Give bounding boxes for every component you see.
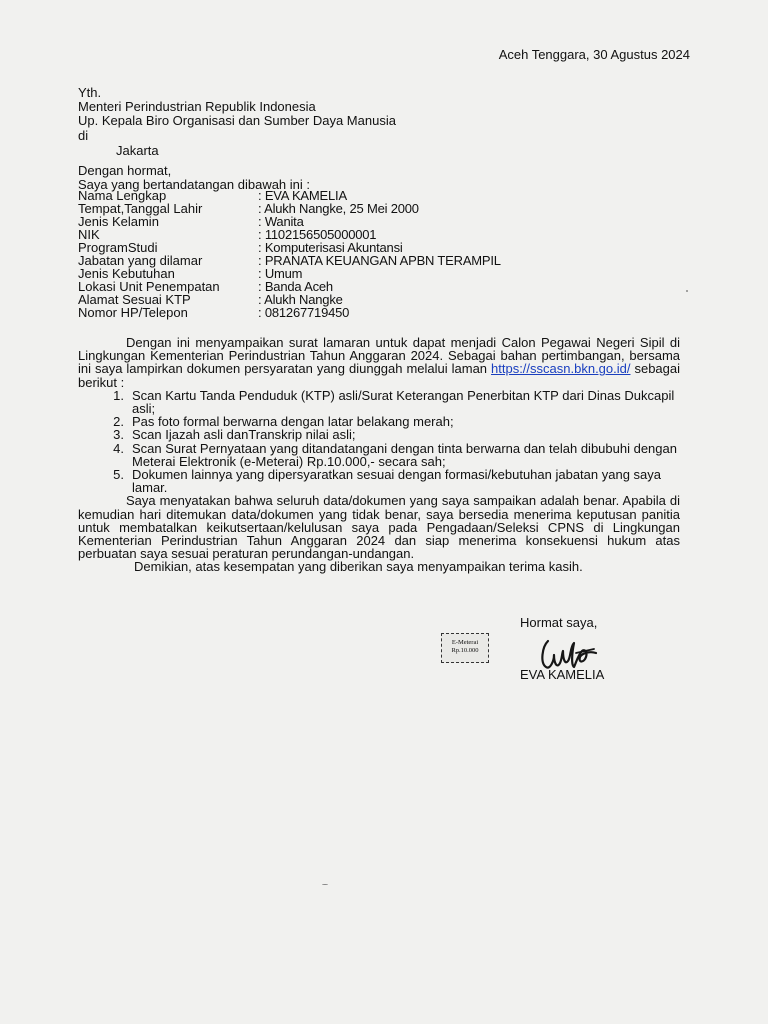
e-meterai-label: E-Meterai	[451, 639, 479, 646]
field-label: Jenis Kebutuhan	[78, 266, 175, 281]
scan-speck	[322, 884, 328, 885]
field-value: : 081267719450	[258, 305, 350, 320]
field-value: : PRANATA KEUANGAN APBN TERAMPIL	[258, 253, 501, 268]
addressee-block	[78, 86, 396, 158]
list-text: Dokumen lainnya yang dipersyaratkan sesuai dengan formasi/kebutuhan jabatan yang saya lamar.	[132, 467, 662, 496]
greeting: Dengan hormat,	[78, 163, 172, 178]
scan-speck	[686, 290, 688, 292]
applicant-fields	[78, 189, 501, 319]
field-label: Tempat,Tanggal Lahir	[78, 201, 203, 216]
list-item	[78, 428, 680, 441]
field-value: : Alukh Nangke	[258, 292, 343, 307]
field-label: Alamat Sesuai KTP	[78, 292, 191, 307]
paragraph-application-text: Dengan ini menyampaikan surat lamaran untuk dapat menjadi Calon Pegawai Negeri Sipil di Lingkungan Kementerian Perindustrian Tahun Anggaran 2024. Sebagai bahan pertimbangan, bersama ini saya lampirkan dokumen persyaratan yang diunggah melalui laman	[78, 335, 680, 377]
addressee-line3: di	[78, 127, 89, 143]
place-date: Aceh Tenggara, 30 Agustus 2024	[498, 47, 690, 62]
addressee-salutation: Yth.	[78, 85, 102, 100]
field-value: : Banda Aceh	[258, 279, 333, 294]
paragraph-application	[78, 336, 680, 389]
list-text: Scan Surat Pernyataan yang ditandatangani dengan tinta berwarna dan telah dibubuhi dengan Meterai Elektronik (e-Meterai) Rp.10.000,- secara sah;	[132, 440, 677, 469]
paragraph-statement: Saya menyatakan bahwa seluruh data/dokumen yang saya sampaikan adalah benar. Apabila di kemudian hari ditemukan data/dokumen yang tidak benar, saya bersedia menerima keputusan panitia untuk membatalkan keikutsertaan/kelulusan saya pada Pengadaan/Seleksi CPNS di Lingkungan Kementerian Perindustrian Tahun Anggaran 2024 dan siap menerima konsekuensi hukum atas perbuatan saya sesuai peraturan perundangan-undangan.	[78, 493, 680, 562]
addressee-line2: Up. Kepala Biro Organisasi dan Sumber Daya Manusia	[78, 113, 396, 129]
list-number: 1.	[113, 387, 124, 403]
signer-name: EVA KAMELIA	[520, 667, 605, 682]
addressee-line1: Menteri Perindustrian Republik Indonesia	[78, 99, 316, 115]
letter-body	[78, 336, 680, 574]
field-label: Lokasi Unit Penempatan	[78, 279, 220, 294]
list-number: 2.	[113, 414, 124, 430]
list-text: Scan Kartu Tanda Penduduk (KTP) asli/Surat Keterangan Penerbitan KTP dari Dinas Dukcapil asli;	[132, 387, 675, 417]
list-number: 5.	[113, 467, 124, 483]
field-value: : Umum	[258, 266, 303, 281]
field-label: Jenis Kelamin	[78, 214, 159, 229]
field-value: : EVA KAMELIA	[258, 188, 347, 203]
addressee-city: Jakarta	[116, 142, 159, 158]
list-item	[78, 442, 680, 468]
field-value: : Wanita	[258, 214, 304, 229]
signature-block	[520, 615, 680, 682]
list-number: 4.	[113, 440, 124, 456]
closing-sentence: Demikian, atas kesempatan yang diberikan saya menyampaikan terima kasih.	[134, 559, 583, 575]
list-text: Scan Ijazah asli danTranskrip nilai asli;	[132, 427, 356, 443]
field-label: Nama Lengkap	[78, 188, 167, 203]
list-item	[78, 389, 680, 415]
list-number: 3.	[113, 427, 124, 443]
field-value: : 1102156505000001	[258, 227, 377, 242]
field-label: Jabatan yang dilamar	[78, 253, 203, 268]
e-meterai-amount: Rp.10.000	[451, 647, 479, 654]
paragraph-application-tail: sebagai berikut :	[78, 361, 680, 390]
e-meterai-stamp	[441, 633, 489, 663]
list-item	[78, 468, 680, 494]
intro-line: Saya yang bertandatangan dibawah ini :	[78, 177, 311, 193]
field-label: Nomor HP/Telepon	[78, 305, 188, 320]
list-text: Pas foto formal berwarna dengan latar belakang merah;	[132, 414, 454, 430]
field-value: : Komputerisasi Akuntansi	[258, 240, 403, 255]
requirements-list	[78, 389, 680, 495]
sscasn-link[interactable]: https://sscasn.bkn.go.id/	[491, 361, 631, 377]
field-label: ProgramStudi	[78, 240, 158, 255]
field-row	[78, 306, 501, 319]
field-label: NIK	[78, 227, 100, 242]
field-value: : Alukh Nangke, 25 Mei 2000	[258, 201, 419, 216]
regards: Hormat saya,	[520, 615, 598, 630]
